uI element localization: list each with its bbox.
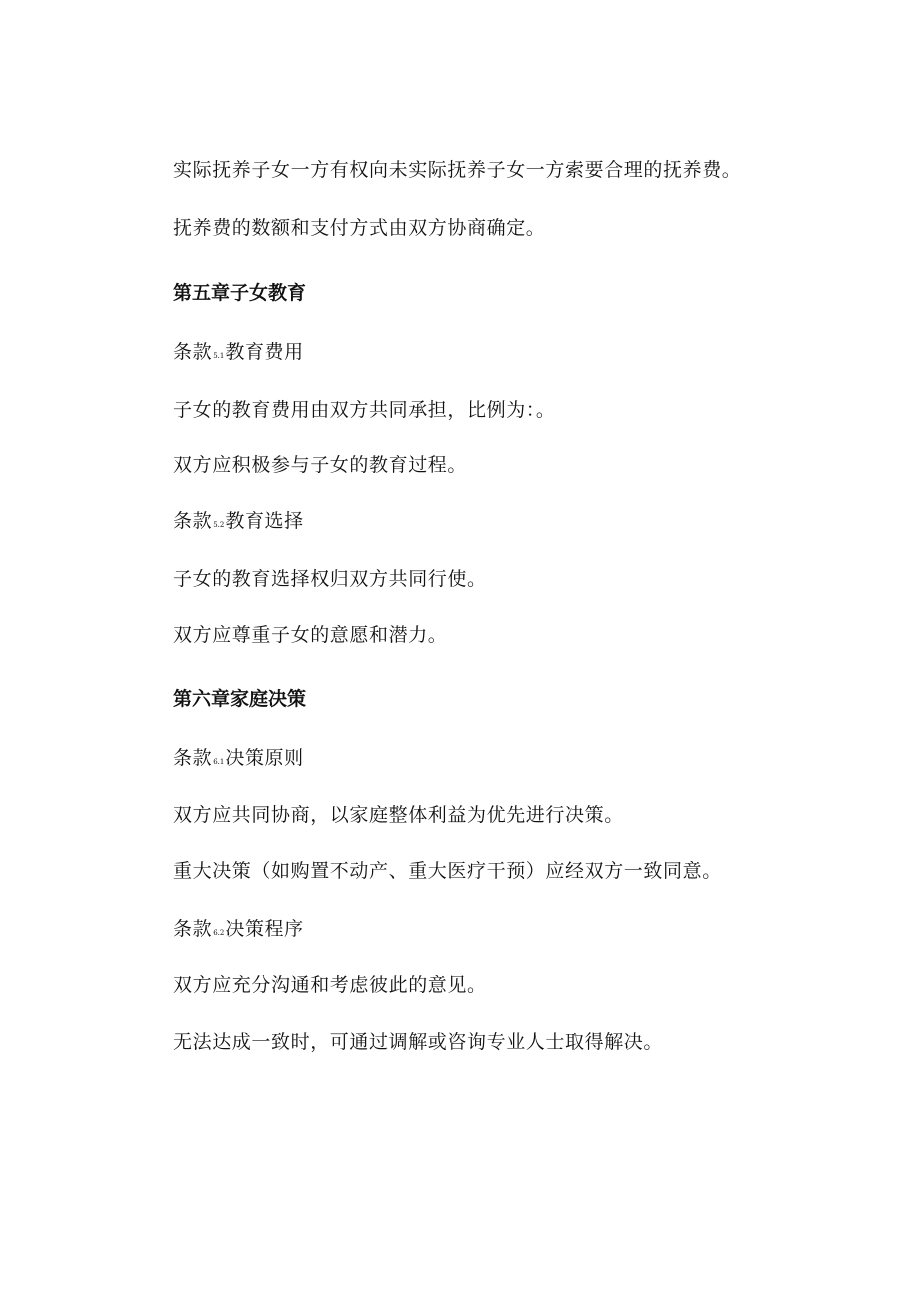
paragraph-respect-wishes: 双方应尊重子女的意愿和潜力。 — [173, 624, 448, 646]
clause-number: 5.1 — [213, 352, 225, 360]
paragraph-dispute-resolution: 无法达成一致时，可通过调解或咨询专业人士取得解决。 — [173, 1031, 664, 1053]
clause-6-1-heading — [173, 745, 304, 775]
paragraph-education-cost-share: 子女的教育费用由双方共同承担，比例为：。 — [173, 399, 556, 421]
clause-prefix: 条款 — [173, 341, 213, 363]
clause-title: 教育选择 — [225, 510, 304, 532]
clause-title: 教育费用 — [225, 341, 304, 363]
clause-title: 决策程序 — [225, 918, 304, 940]
paragraph-support-fee-amount: 抚养费的数额和支付方式由双方协商确定。 — [173, 217, 546, 239]
clause-5-2-heading — [173, 508, 304, 538]
paragraph-education-participation: 双方应积极参与子女的教育过程。 — [173, 454, 468, 476]
clause-5-1-heading — [173, 339, 304, 369]
paragraph-support-fee-right: 实际抚养子女一方有权向未实际抚养子女一方索要合理的抚养费。 — [173, 159, 742, 181]
clause-number: 6.1 — [213, 758, 225, 766]
paragraph-major-decisions: 重大决策（如购置不动产、重大医疗干预）应经双方一致同意。 — [173, 860, 722, 882]
chapter-5-heading: 第五章子女教育 — [173, 282, 307, 304]
clause-prefix: 条款 — [173, 747, 213, 769]
paragraph-education-choice: 子女的教育选择权归双方共同行使。 — [173, 568, 487, 590]
paragraph-decision-principle: 双方应共同协商，以家庭整体利益为优先进行决策。 — [173, 804, 624, 826]
clause-number: 5.2 — [213, 521, 225, 529]
paragraph-communication: 双方应充分沟通和考虑彼此的意见。 — [173, 974, 487, 996]
clause-prefix: 条款 — [173, 918, 213, 940]
clause-number: 6.2 — [213, 929, 225, 937]
clause-title: 决策原则 — [225, 747, 304, 769]
clause-prefix: 条款 — [173, 510, 213, 532]
clause-6-2-heading — [173, 916, 304, 946]
chapter-6-heading: 第六章家庭决策 — [173, 688, 307, 710]
